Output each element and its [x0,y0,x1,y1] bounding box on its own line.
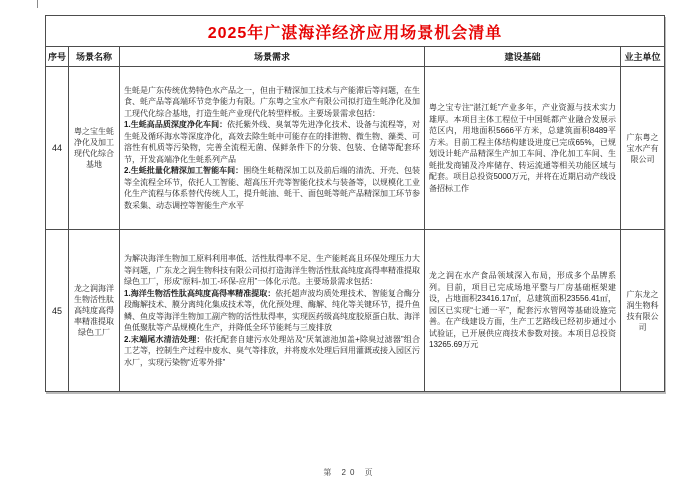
page-crop-mark [37,0,38,8]
header-cell-scene-name [69,47,120,66]
cell-scene-name [69,230,120,391]
cell-no [46,67,69,229]
row-number: 44 [51,143,62,153]
demand-item-text: 依托配套自建污水处理站及“厌氧滤池加盖+除臭过滤器”组合工艺等，控制生产过程中废水、臭气等排放，并将废水处理后回用灌溉或接入园区污水厂，实现污染物“近零外排” [124,334,421,367]
cell-basis [425,67,621,229]
scene-name: 龙之润海洋生物活性肽高纯度高得率精准提取绿色工厂 [74,284,114,337]
cell-no [46,230,69,391]
header-cell-demand [120,47,425,66]
demand-item-title: 1.生蚝高品质深度净化车间： [124,120,228,130]
demand-item-title: 2.生蚝批量化精深加工智能车间： [124,166,244,176]
table-row [46,230,664,391]
scene-name: 粤之宝生蚝净化及加工现代化综合基地 [74,127,114,169]
cell-scene-name [69,67,120,229]
demand-intro: 为解决海洋生物加工原料利用率低、活性肽得率不足、生产能耗高且环保处理压力大等问题，广东龙之润生物科技有限公司拟打造海洋生物活性肽高纯度高得率精准提取绿色工厂，形成“原料-加工-环保-应用”一体化示范。主要场景需求包括： [124,254,420,286]
cell-demand [120,230,425,391]
demand-item-title: 1.海洋生物活性肽高纯度高得率精准提取： [124,288,276,298]
header-label: 业主单位 [624,52,661,62]
demand-item-text: 围绕生蚝精深加工以及前后端的清洗、开壳、包装等全流程全环节，依托人工智能、超高压开壳等智能化技术与装备等，以规模化工业化生产流程与体系替代传统人工，提升蚝油、蚝干、面包蚝等蚝产品精深加工环节参数采集、动态调控等智能生产水平 [124,166,421,210]
header-cell-no [46,47,69,66]
row-number: 45 [51,305,62,316]
table-row [46,67,664,230]
demand-item-text: 依托紫外线、臭氧等先进净化技术、设备与流程等，对生蚝及循环海水等深度净化，高效去除生蚝中可能存在的排泄物、微生物、藻类、可溶性有机质等污染物，完善全流程无菌、保鲜条件下的分装、包装、仓储等配套环节，开发高端净化生蚝系列产品 [124,120,421,164]
table-title-row [46,16,664,47]
owner-name: 广东粤之宝水产有限公司 [626,132,659,164]
demand-text [120,85,424,212]
cell-owner [621,230,664,391]
table-title: 2025年广湛海洋经济应用场景机会清单 [207,24,503,42]
cell-demand [120,67,425,229]
demand-item [124,288,420,334]
header-cell-owner [621,47,664,66]
header-cell-basis [425,47,621,66]
cell-owner [621,67,664,229]
opportunity-table [45,15,665,392]
demand-intro: 生蚝是广东传统优势特色水产品之一，但由于精深加工技术与产能滞后等问题，在生食、蚝产品等高端环节竞争能力有限。广东粤之宝水产有限公司拟打造生蚝净化及加工现代化综合基地，打造生蚝产业现代化转型样板。主要场景需求包括： [124,85,420,118]
demand-item-title: 2.末端尾水清洁处理： [124,334,205,344]
header-label: 场景需求 [253,52,290,62]
basis-text: 龙之润在水产食品领域深入布局，形成多个品牌系列。目前，项目已完成场地平整与厂房基础框架建设，占地面积23416.17㎡，总建筑面积23556.41㎡，园区已实现“七通一平”，配套污水管网等基础设施完善。在产线建设方面，生产工艺路线已经初步通过小试验证，已开展供应商技术参数对接。本项目总投资13265.69万元 [429,271,616,350]
header-label: 建设基础 [504,52,541,62]
table-header-row [46,47,664,67]
header-label: 序号 [47,52,66,62]
page-number: 第 20 页 [323,468,377,477]
demand-item [124,165,420,211]
cell-basis [425,230,621,391]
demand-item-text: 依托超声波均质处理技术、智能复合酶分段酶解技术、膜分离纯化集成技术等，优化预处理、酶解、纯化等关键环节，提升鱼鳞、鱼皮等海洋生物加工副产物的活性肽得率，实现医药级高纯度胶原蛋白肽、海洋鱼低聚肽等产品规模化生产，并降低全环节能耗与三废排放 [124,288,421,332]
demand-item [124,119,420,165]
demand-text [120,253,424,368]
header-label: 场景名称 [75,52,112,62]
demand-item [124,334,420,369]
owner-name: 广东龙之润生物科技有限公司 [626,289,659,332]
basis-text: 粤之宝专注“湛江蚝”产业多年，产业资源与技术实力雄厚。本项目主体工程位于中国蚝都产业融合发展示范区内，用地面积5666平方米，总建筑面积8489平方米。目前工程主体结构建设进度已完成65%，已规划设计蚝产品精深生产加工车间、净化加工车间、生蚝批发商铺及冷库储存、转运流通等相关功能区域与配套。项目总投资5000万元，并将在近期启动产线设备招标工作 [429,103,616,193]
